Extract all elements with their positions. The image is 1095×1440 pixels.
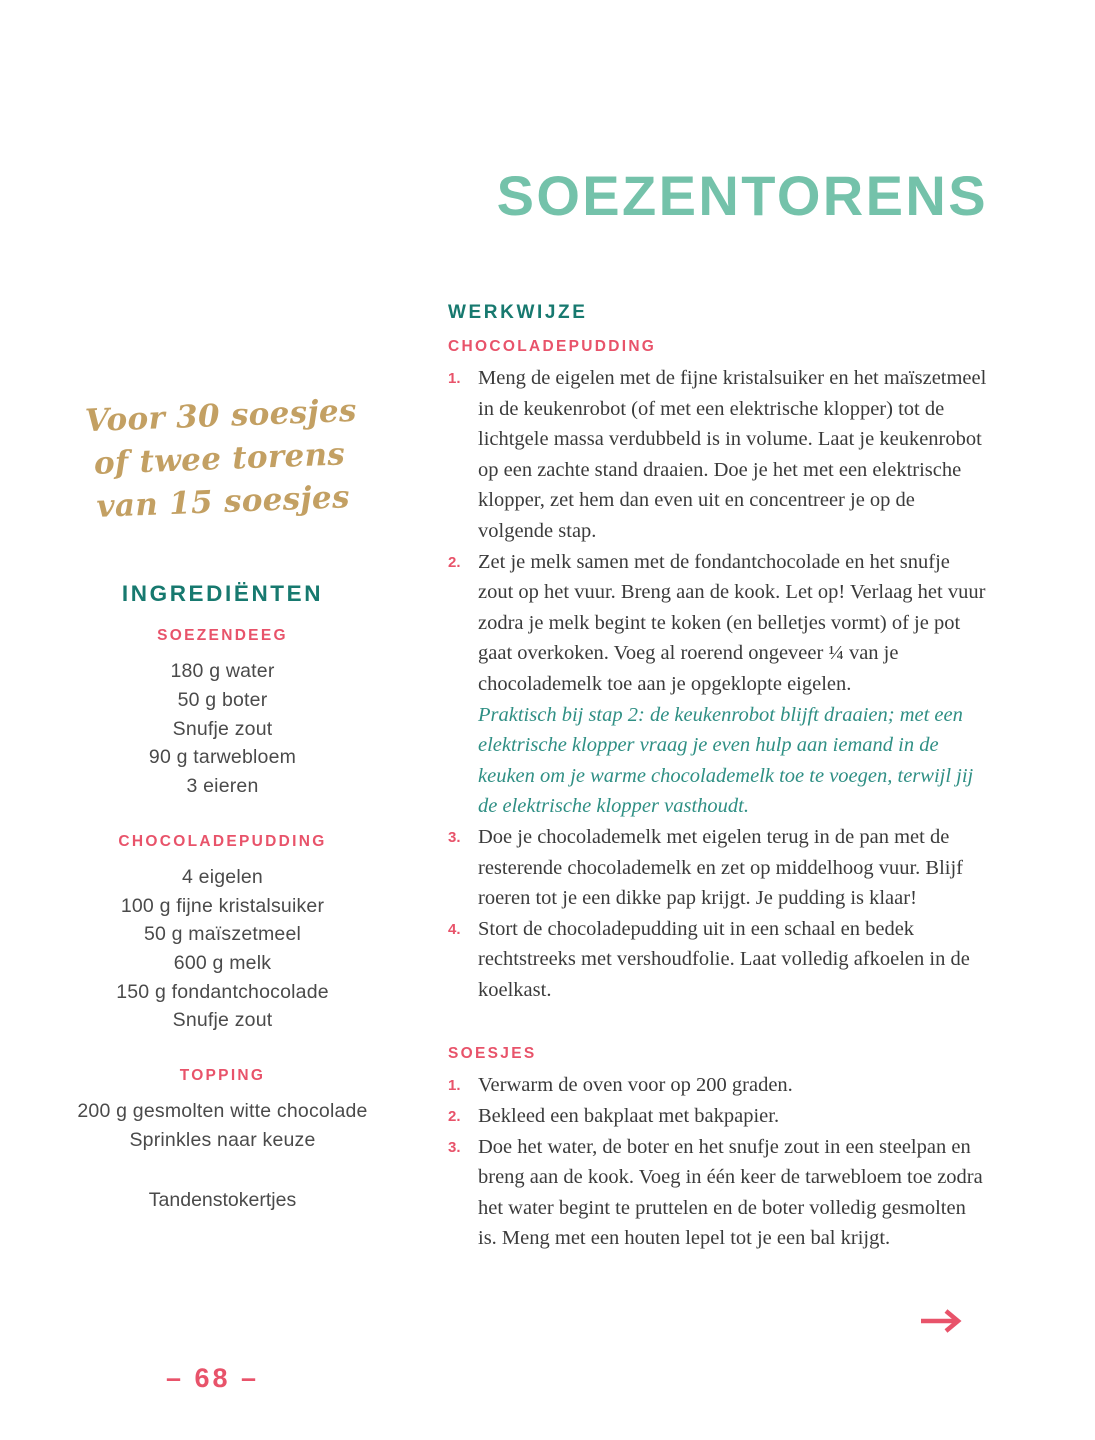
method-step bbox=[448, 822, 988, 914]
step-number: 1. bbox=[448, 370, 461, 387]
ingredient-item: 180 g water bbox=[170, 660, 275, 683]
step-number: 3. bbox=[448, 828, 461, 846]
method-section-label: SOESJES bbox=[448, 1045, 537, 1063]
step-text: Zet je melk samen met de fondantchocolade en het snufje zout op het vuur. Breng aan de kook. Let op! Verlaag het vuur zodra je melk begint te koken (en belletjes vormt) of je pot gaat overkoken. Voeg al roerend ongeveer ¼ van je chocolademelk toe aan je opgeklopte eigelen. bbox=[478, 550, 986, 695]
step-text: Meng de eigelen met de fijne kristalsuiker en het maïszetmeel in de keukenrobot (of met een elektrische klopper) tot de lichtgele massa verdubbeld is in volume. Laat je keukenrobot op een zachte stand draaien. Doe je het met een elektrische klopper, zet hem dan even uit en concentreer je op de volgende stap. bbox=[478, 367, 987, 542]
ingredient-item: 4 eigelen bbox=[182, 865, 263, 888]
serves-note bbox=[58, 389, 388, 530]
method-step bbox=[448, 547, 988, 700]
ingredient-group-chocoladepudding bbox=[60, 833, 385, 1035]
ingredient-group-soezendeeg bbox=[60, 627, 385, 801]
ingredient-item: Sprinkles naar keuze bbox=[129, 1128, 316, 1151]
ingredient-group-label: SOEZENDEEG bbox=[157, 627, 288, 645]
arrow-right-icon[interactable] bbox=[920, 1308, 964, 1334]
ingredient-group-topping bbox=[60, 1067, 385, 1154]
ingredient-item: 3 eieren bbox=[186, 775, 259, 798]
serves-note-line-1: Voor 30 soesjes bbox=[84, 392, 358, 440]
page-number: – 68 – bbox=[166, 1363, 260, 1393]
method-step-list bbox=[448, 363, 988, 1005]
ingredient-item: 100 g fijne kristalsuiker bbox=[120, 894, 325, 917]
step-number: 3. bbox=[448, 1138, 461, 1156]
step-text: Stort de chocoladepudding uit in een schaal en bedek rechtstreeks met vershoudfolie. Laat volledig afkoelen in de koelkast. bbox=[478, 917, 970, 1001]
step-number: 2. bbox=[448, 553, 461, 571]
step-text: Verwarm de oven voor op 200 graden. bbox=[478, 1074, 793, 1097]
method-step bbox=[448, 1070, 988, 1101]
step-number: 4. bbox=[448, 920, 461, 938]
step-text: Doe je chocolademelk met eigelen terug in de pan met de resterende chocolademelk en zet op middelhoog vuur. Blijf roeren tot je een dikke pap krijgt. Je pudding is klaar! bbox=[478, 825, 964, 910]
ingredients-column bbox=[60, 392, 385, 1215]
ingredient-item: Snufje zout bbox=[172, 1009, 273, 1032]
method-section-soesjes bbox=[448, 1045, 988, 1254]
ingredients-heading: INGREDIËNTEN bbox=[121, 581, 324, 607]
method-step bbox=[448, 914, 988, 1006]
ingredient-extra-item: Tandenstokertjes bbox=[148, 1189, 297, 1212]
serves-note-line-2: of twee torens bbox=[93, 436, 346, 482]
method-section-label: CHOCOLADEPUDDING bbox=[448, 338, 657, 355]
step-text: Bekleed een bakplaat met bakpapier. bbox=[478, 1105, 780, 1128]
ingredient-item: 50 g boter bbox=[177, 689, 268, 711]
ingredient-item: 150 g fondantchocolade bbox=[116, 980, 329, 1003]
method-heading: WERKWIJZE bbox=[448, 302, 588, 323]
ingredient-group-label: CHOCOLADEPUDDING bbox=[118, 832, 327, 850]
ingredient-group-label: TOPPING bbox=[179, 1067, 266, 1085]
method-column bbox=[448, 164, 988, 1254]
serves-note-line-3: van 15 soesjes bbox=[95, 478, 351, 525]
page-title: SOEZENTORENS bbox=[496, 164, 988, 227]
method-tip: Praktisch bij stap 2: de keukenrobot blijft draaien; met een elektrische klopper vraag je even hulp aan iemand in de keuken om je warme chocolademelk toe te voegen, terwijl jij de elektrische klopper vasthoudt. bbox=[478, 703, 974, 818]
method-step-list bbox=[448, 1070, 988, 1254]
method-section-chocoladepudding bbox=[448, 338, 988, 1005]
step-number: 2. bbox=[448, 1108, 461, 1126]
ingredient-item: 200 g gesmolten witte chocolade bbox=[77, 1100, 368, 1123]
step-number: 1. bbox=[448, 1077, 461, 1095]
ingredient-item: Snufje zout bbox=[172, 717, 273, 740]
method-step bbox=[448, 1101, 988, 1132]
ingredient-item: 90 g tarwebloem bbox=[148, 746, 297, 769]
method-step bbox=[448, 363, 988, 547]
ingredient-item: 600 g melk bbox=[173, 951, 272, 974]
step-text: Doe het water, de boter en het snufje zout in een steelpan en breng aan de kook. Voeg in één keer de tarwebloem toe zodra het water begint te pruttelen en de boter volledig gesmolten is. Meng met een houten lepel tot je een bal krijgt. bbox=[478, 1135, 983, 1250]
ingredient-item: 50 g maïszetmeel bbox=[143, 923, 302, 946]
method-step bbox=[448, 1132, 988, 1254]
